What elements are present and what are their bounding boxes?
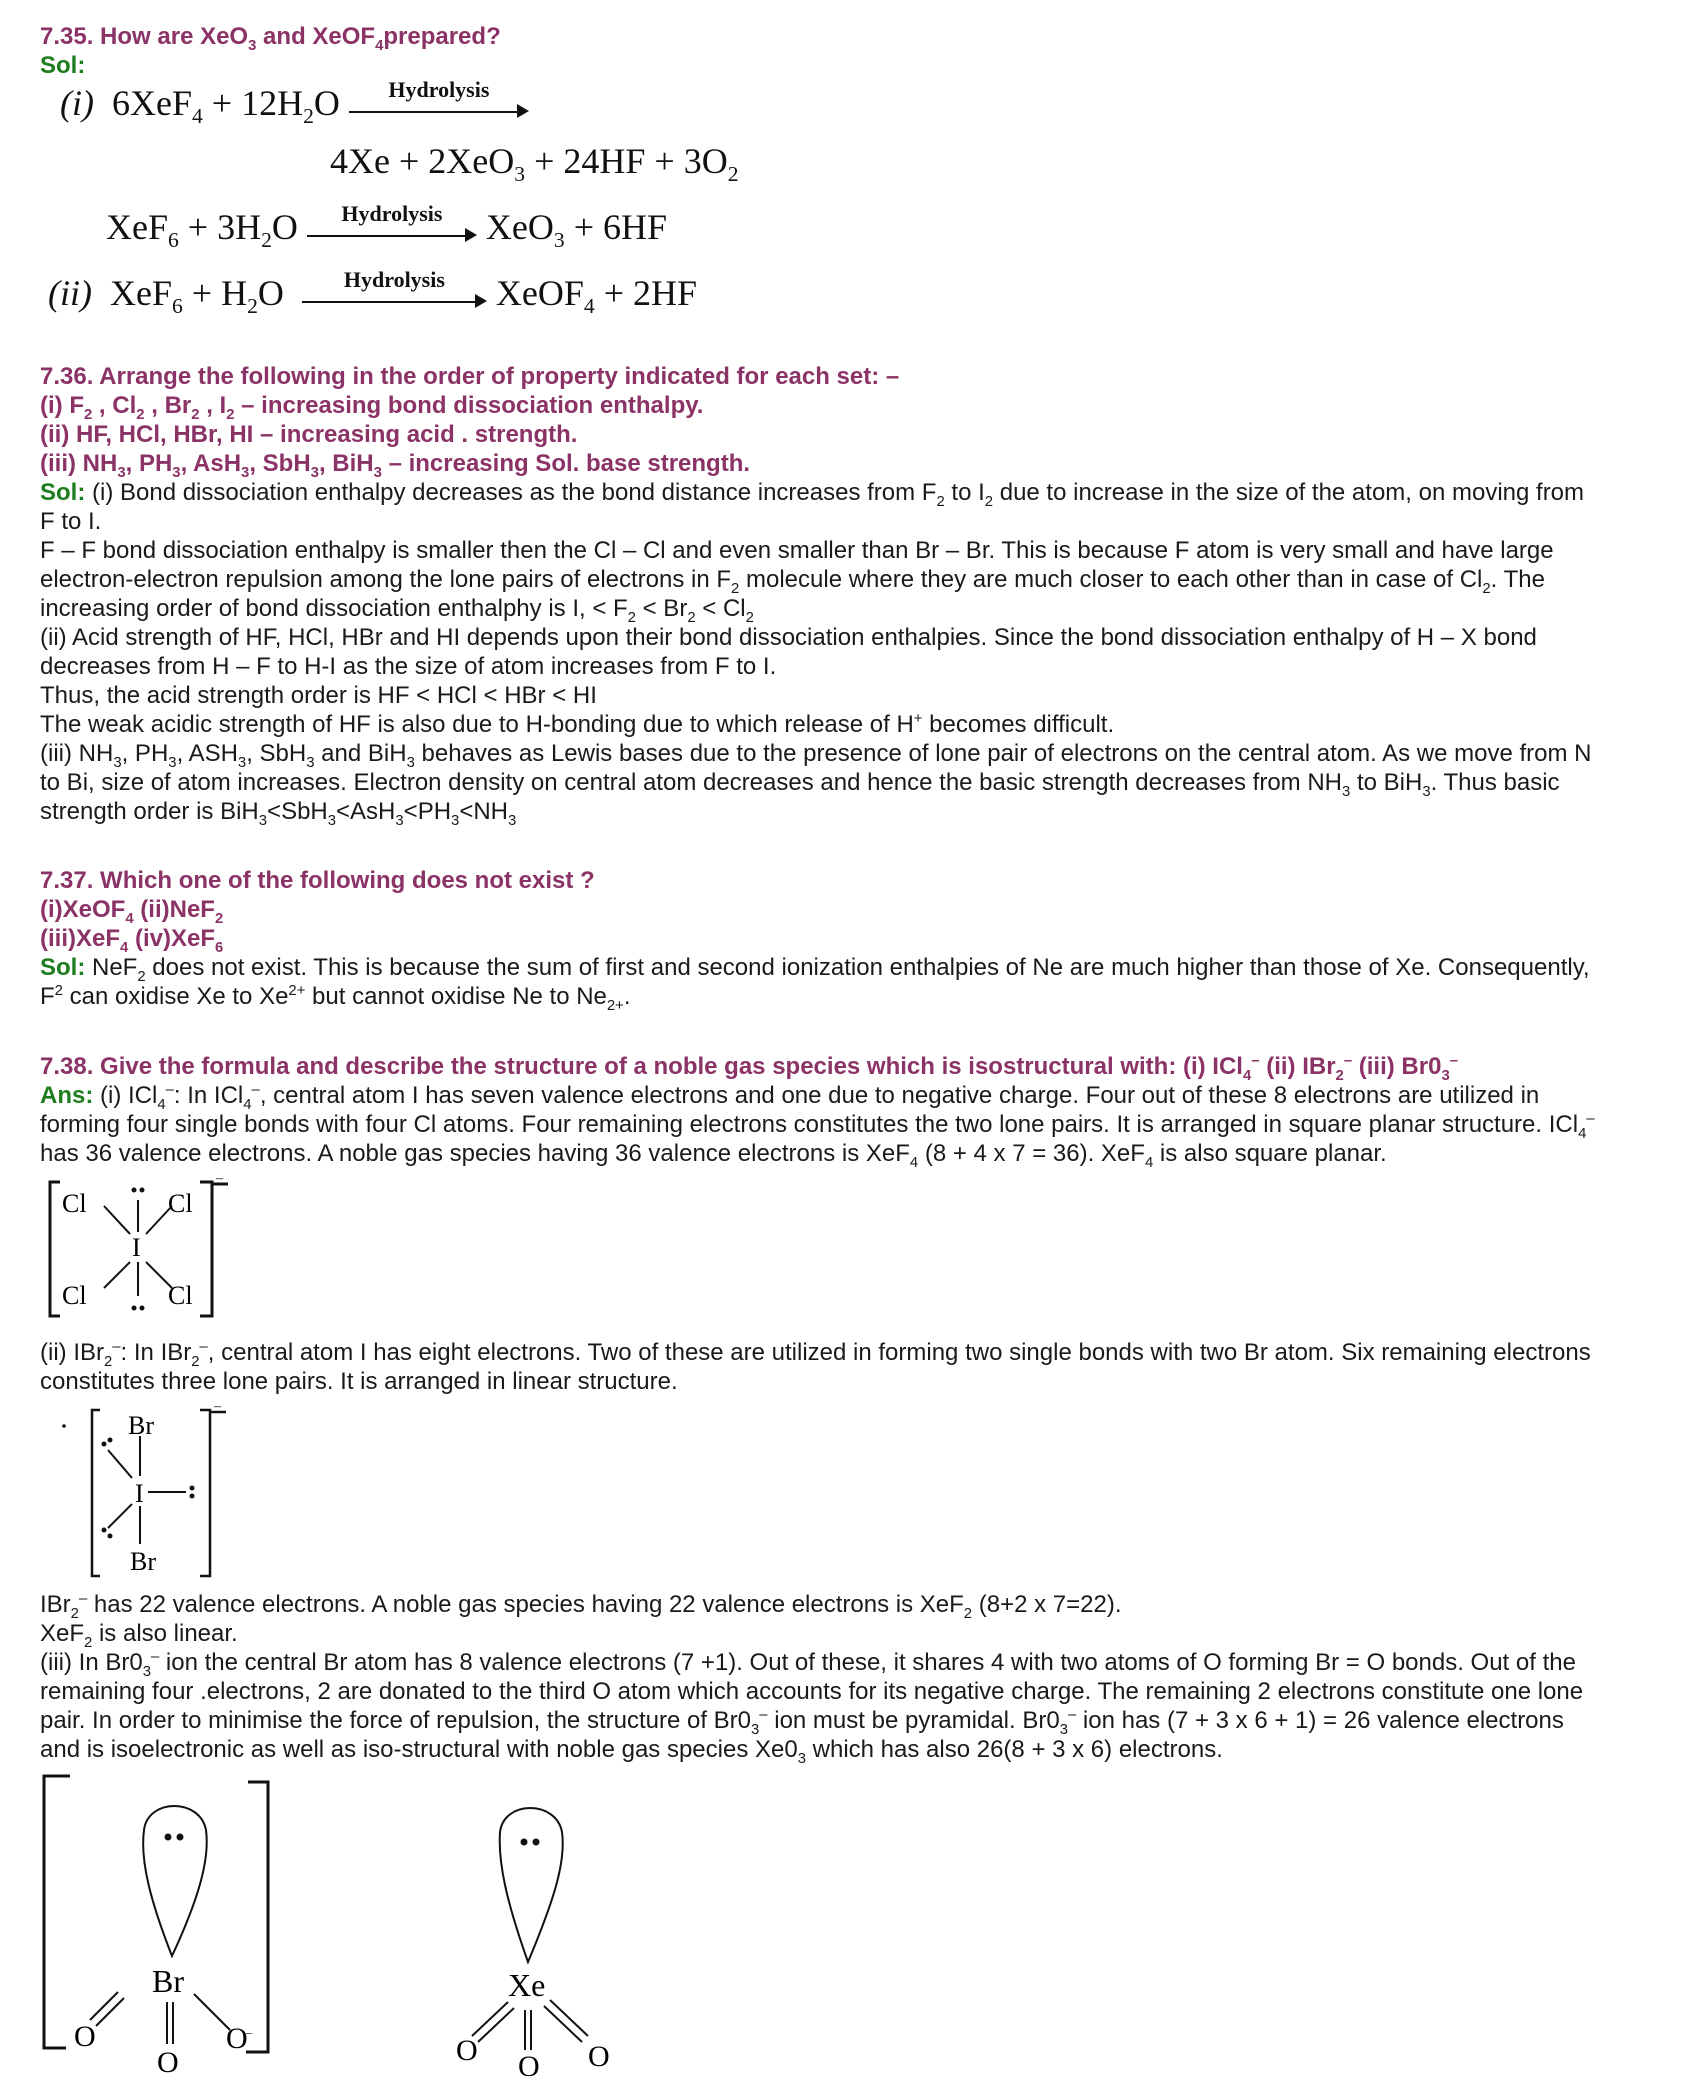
text-run: (i) Bond dissociation enthalpy decreases as the bond distance increases from F xyxy=(92,479,937,506)
text-run: (8+2 x 7=22). xyxy=(972,1591,1122,1618)
question-item xyxy=(40,391,1680,423)
text-line: (ii) Acid strength of HF, HCl, HBr and HI depends upon their bond dissociation enthalpies. Since the bond dissociation enthalpy of H – X bond xyxy=(40,624,1537,651)
subscript: 3 xyxy=(553,228,565,253)
text-line xyxy=(40,797,1680,829)
formula-part: 4Xe + 2XeO xyxy=(330,141,515,181)
text-run: : In ICl xyxy=(173,1082,244,1109)
equation-1 xyxy=(60,76,529,129)
formula-part: O xyxy=(257,273,284,313)
text-run xyxy=(93,1082,1540,1113)
text-run: ion must be pyramidal. Br0 xyxy=(767,1707,1060,1734)
question-7-36 xyxy=(40,362,1680,829)
text-run: – increasing Sol. base strength. xyxy=(381,450,751,477)
text-run: , SbH xyxy=(249,450,311,477)
text-line xyxy=(40,739,1680,771)
subscript: 2 xyxy=(627,609,636,626)
subscript: 2 xyxy=(984,493,994,510)
subscript: 3 xyxy=(751,1721,760,1738)
subscript: 2 xyxy=(727,162,739,187)
text-run: , AsH xyxy=(180,450,242,477)
subscript: 3 xyxy=(406,754,415,771)
question-heading: 7.36. Arrange the following in the order of property indicated for each set: – xyxy=(40,363,900,390)
text-run: (iii)XeF xyxy=(40,925,121,952)
text-run: , central atom I has eight electrons. Two of these are utilized in forming two single bonds with two Br atom. Six remaining electrons xyxy=(207,1339,1591,1366)
text-run: is also square planar. xyxy=(1153,1140,1387,1167)
text-run: due to increase in the size of the atom, on moving from xyxy=(993,479,1585,506)
bro3-xeo3-structure-diagrams xyxy=(40,1770,680,2076)
subscript: 4 xyxy=(191,104,203,129)
text-run: (ii) IBr xyxy=(1259,1053,1336,1080)
equation-1-products xyxy=(330,140,739,187)
text-line xyxy=(40,768,1680,800)
subscript: 2 xyxy=(963,1605,973,1622)
text-run xyxy=(85,954,1590,985)
text-run: , central atom I has seven valence electrons and one due to negative charge. Four out of these 8 electrons are utilized in xyxy=(259,1082,1540,1109)
formula-part: O xyxy=(271,207,298,247)
atom-label: I xyxy=(135,1479,144,1508)
text-run: and BiH xyxy=(314,740,407,767)
equation-3 xyxy=(48,266,698,319)
text-run: , I xyxy=(199,392,227,419)
atom-label: O xyxy=(456,2034,478,2067)
text-run: F xyxy=(40,983,55,1010)
formula-part: + 3H xyxy=(178,207,262,247)
superscript: – xyxy=(759,1707,768,1723)
text-run: : In IBr xyxy=(120,1339,192,1366)
subscript: 2 xyxy=(214,910,224,927)
subscript: 2 xyxy=(303,104,314,129)
question-options xyxy=(40,924,1680,956)
formula-part: + H xyxy=(182,273,248,313)
text-run: , Cl xyxy=(92,392,137,419)
text-run: , BiH xyxy=(318,450,374,477)
reaction-arrow xyxy=(307,200,477,251)
text-run: <SbH xyxy=(267,798,328,825)
formula-part: 6XeF xyxy=(111,83,192,123)
solution-label: Sol: xyxy=(40,479,86,506)
atom-label: O xyxy=(518,2050,540,2076)
subscript: 3 xyxy=(241,464,250,481)
text-run: strength order is BiH xyxy=(40,798,259,825)
question-7-37 xyxy=(40,866,1680,1014)
superscript: – xyxy=(165,1082,174,1098)
text-run: (iii) Br0 xyxy=(1352,1053,1442,1080)
text-run: . xyxy=(623,983,631,1010)
text-line xyxy=(40,1648,1680,1680)
text-line xyxy=(40,565,1680,597)
subscript: 2 xyxy=(1482,580,1491,597)
text-run: . Thus basic xyxy=(1430,769,1560,796)
solution-label: Sol: xyxy=(40,52,86,79)
superscript: – xyxy=(150,1649,160,1665)
superscript: – xyxy=(199,1339,208,1355)
text-run: , ASH xyxy=(176,740,238,767)
subscript: 4 xyxy=(583,294,595,319)
subscript: 3 xyxy=(1059,1721,1068,1738)
subscript: 3 xyxy=(237,754,247,771)
text-run: and is isoelectronic as well as iso-structural with noble gas species Xe0 xyxy=(40,1736,798,1763)
subscript: 4 xyxy=(243,1096,252,1113)
text-run: ion has (7 + 3 x 6 + 1) = 26 valence electrons xyxy=(1076,1707,1564,1734)
superscript: – xyxy=(1067,1707,1077,1723)
atom-label: Cl xyxy=(168,1189,193,1218)
text-run: can oxidise Xe to Xe xyxy=(62,983,289,1010)
text-line: F – F bond dissociation enthalpy is smaller then the Cl – Cl and even smaller than Br – Br. This is because F atom is very small and have large xyxy=(40,537,1554,564)
text-run: NeF xyxy=(85,954,138,981)
text-run: electron-electron repulsion among the lone pairs of electrons in F xyxy=(40,566,732,593)
text-line xyxy=(40,1735,1680,1767)
superscript: – xyxy=(251,1082,260,1098)
subscript: 4 xyxy=(909,1154,919,1171)
subscript: 2 xyxy=(226,406,235,423)
text-line xyxy=(40,1706,1680,1738)
subscript: 3 xyxy=(797,1750,806,1767)
text-run: to Bi, size of atom increases. Electron density on central atom decreases and hence the basic strength decreases from NH xyxy=(40,769,1342,796)
text-line xyxy=(40,1590,1680,1622)
heading-text: and XeOF xyxy=(256,23,376,50)
text-run: , PH xyxy=(121,740,169,767)
text-line: constitutes three lone pairs. It is arranged in linear structure. xyxy=(40,1368,678,1395)
subscript: 6 xyxy=(168,228,179,253)
text-run: has 22 valence electrons. A noble gas species having 22 valence electrons is XeF xyxy=(87,1591,964,1618)
atom-label: Br xyxy=(130,1547,156,1576)
solution-paragraph xyxy=(40,478,1680,510)
text-run: behaves as Lewis bases due to the presence of lone pair of electrons on the central atom. As we move from N xyxy=(414,740,1592,767)
text-run: <PH xyxy=(403,798,452,825)
subscript: 2 xyxy=(936,493,945,510)
question-heading: 7.37. Which one of the following does not exist ? xyxy=(40,867,595,894)
atom-label: Br xyxy=(152,1963,184,1999)
subscript: 3 xyxy=(1342,783,1351,800)
icl4-structure-diagram xyxy=(40,1176,240,1318)
superscript: 2+ xyxy=(288,983,306,999)
bro3-paragraph xyxy=(40,1590,1680,1767)
subscript: 3 xyxy=(373,464,382,481)
question-7-38 xyxy=(40,1052,1680,1171)
question-item: (ii) HF, HCl, HBr, HI – increasing acid . strength. xyxy=(40,421,578,448)
text-run: becomes difficult. xyxy=(922,711,1115,738)
subscript: 2 xyxy=(261,228,272,253)
subscript: 3 xyxy=(508,812,517,829)
heading-text: prepared? xyxy=(383,23,501,50)
text-run: < Cl xyxy=(695,595,746,622)
subscript: 4 xyxy=(157,1096,166,1113)
subscript: 3 xyxy=(168,754,177,771)
text-run: , Br xyxy=(144,392,192,419)
subscript: 2 xyxy=(687,609,696,626)
question-item xyxy=(40,449,1680,481)
text-line xyxy=(40,1139,1680,1171)
subscript: 6 xyxy=(214,939,224,956)
text-run: molecule where they are much closer to each other than in case of Cl xyxy=(739,566,1483,593)
subscript: 3 xyxy=(310,464,319,481)
bro3-lone-pair-lobe xyxy=(143,1806,207,1956)
subscript: 4 xyxy=(375,37,384,54)
equation-label: (ii) xyxy=(48,273,92,313)
text-run: , PH xyxy=(125,450,173,477)
text-run: – increasing bond dissociation enthalpy. xyxy=(234,392,704,419)
text-run: (iii) NH xyxy=(40,450,118,477)
solution-label: Sol: xyxy=(40,954,86,981)
subscript: 2 xyxy=(103,1353,113,1370)
subscript: 4 xyxy=(1578,1125,1587,1142)
superscript: 2 xyxy=(54,983,63,999)
text-line xyxy=(40,982,1680,1014)
text-run: (ii) IBr xyxy=(40,1339,104,1366)
formula-part: XeOF xyxy=(495,273,584,313)
formula-part: XeF xyxy=(109,273,172,313)
reaction-arrow xyxy=(349,76,529,127)
heading-text: 7.35. How are XeO xyxy=(40,23,249,50)
formula-part: + 2HF xyxy=(594,273,698,313)
text-run: ion the central Br atom has 8 valence electrons (7 +1). Out of these, it shares 4 with two atoms of O forming Br = O bonds. Out of the xyxy=(159,1649,1576,1676)
subscript: 6 xyxy=(171,294,183,319)
text-line: Thus, the acid strength order is HF < HCl < HBr < HI xyxy=(40,682,597,709)
question-options xyxy=(40,895,1680,927)
ibr2-paragraph xyxy=(40,1338,1680,1396)
subscript: 3 xyxy=(451,812,460,829)
text-run: , SbH xyxy=(246,740,307,767)
equation-2 xyxy=(106,200,668,253)
superscript: – xyxy=(1586,1111,1595,1127)
atom-label: Xe xyxy=(508,1967,546,2003)
superscript: – xyxy=(112,1339,121,1355)
subscript: 2+ xyxy=(606,997,624,1014)
xeo3-lone-pair-lobe xyxy=(500,1808,563,1962)
subscript: 3 xyxy=(327,812,337,829)
text-run: is also linear. xyxy=(92,1620,238,1647)
subscript: 4 xyxy=(120,939,129,956)
subscript: 2 xyxy=(70,1605,79,1622)
atom-label: Cl xyxy=(62,1189,87,1218)
subscript: 2 xyxy=(745,609,754,626)
formula-part: + 24HF + 3O xyxy=(525,141,728,181)
formula-part: XeF xyxy=(106,207,168,247)
atom-label: Cl xyxy=(168,1281,193,1310)
text-line: F to I. xyxy=(40,508,102,535)
subscript: 2 xyxy=(136,406,145,423)
superscript: – xyxy=(78,1591,88,1607)
reaction-arrow xyxy=(302,266,487,317)
text-run: to BiH xyxy=(1350,769,1423,796)
text-run: IBr xyxy=(40,1591,71,1618)
superscript: – xyxy=(1251,1053,1260,1069)
formula-part: O xyxy=(313,83,340,123)
superscript: + xyxy=(913,711,923,727)
text-line xyxy=(40,594,1680,626)
atom-label: Cl xyxy=(62,1281,87,1310)
charge-label: – xyxy=(214,1404,221,1414)
subscript: 3 xyxy=(248,37,257,54)
subscript: 3 xyxy=(142,1663,151,1680)
subscript: 3 xyxy=(1441,1067,1450,1084)
formula-part: + 6HF xyxy=(564,207,668,247)
text-run: . The xyxy=(1490,566,1545,593)
subscript: 3 xyxy=(258,812,268,829)
subscript: 2 xyxy=(191,1353,200,1370)
charge-label: – xyxy=(216,1176,223,1186)
text-run: (ii)NeF xyxy=(133,896,215,923)
answer-paragraph xyxy=(40,1081,1680,1113)
subscript: 4 xyxy=(1144,1154,1154,1171)
subscript: 2 xyxy=(84,1634,93,1651)
text-run: increasing order of bond dissociation enthalphy is I, < F xyxy=(40,595,628,622)
atom-label: I xyxy=(132,1233,141,1262)
atom-label: O xyxy=(588,2040,610,2073)
text-run: < Br xyxy=(635,595,688,622)
text-run: The weak acidic strength of HF is also due to H-bonding due to which release of H xyxy=(40,711,914,738)
text-run: which has also 26(8 + 3 x 6) electrons. xyxy=(805,1736,1223,1763)
subscript: 4 xyxy=(125,910,134,927)
text-line xyxy=(40,1619,1680,1651)
ibr2-structure-diagram xyxy=(40,1404,240,1586)
text-run: (i) ICl xyxy=(93,1082,158,1109)
subscript: 3 xyxy=(306,754,315,771)
subscript: 3 xyxy=(117,464,126,481)
text-run: <AsH xyxy=(336,798,396,825)
text-line xyxy=(40,1338,1680,1370)
atom-label: O xyxy=(74,2020,96,2053)
text-line xyxy=(40,710,1680,739)
text-run: (iv)XeF xyxy=(128,925,215,952)
subscript: 3 xyxy=(1422,783,1431,800)
superscript: – xyxy=(1343,1053,1353,1069)
subscript: 2 xyxy=(137,968,146,985)
text-run: has 36 valence electrons. A noble gas species having 36 valence electrons is XeF xyxy=(40,1140,910,1167)
text-run: (i)XeOF xyxy=(40,896,126,923)
text-run: XeF xyxy=(40,1620,85,1647)
text-line xyxy=(40,1110,1680,1142)
arrow-label: Hydrolysis xyxy=(388,76,490,102)
equation-label: (i) xyxy=(60,83,94,123)
subscript: 3 xyxy=(514,162,526,187)
formula-part: + 12H xyxy=(202,83,304,123)
charge-label: – xyxy=(246,2025,252,2039)
formula-part: XeO xyxy=(485,207,554,247)
subscript: 4 xyxy=(1242,1067,1252,1084)
text-run: pair. In order to minimise the force of repulsion, the structure of Br0 xyxy=(40,1707,751,1734)
subscript: 3 xyxy=(395,812,404,829)
text-run: but cannot oxidise Ne to Ne xyxy=(305,983,607,1010)
atom-label: O xyxy=(226,2022,248,2055)
subscript: 3 xyxy=(113,754,122,771)
atom-label: O xyxy=(157,2046,179,2076)
arrow-label: Hydrolysis xyxy=(341,200,443,226)
text-run: 7.38. Give the formula and describe the structure of a noble gas species which is isostructural with: (i) ICl xyxy=(40,1053,1243,1080)
question-heading xyxy=(40,1052,1680,1084)
text-run: (iii) In Br0 xyxy=(40,1649,143,1676)
text-run: to I xyxy=(944,479,985,506)
text-line: remaining four .electrons, 2 are donated to the third O atom which accounts for its negative charge. The remaining 2 electrons constitute one lone xyxy=(40,1678,1584,1705)
subscript: 3 xyxy=(172,464,181,481)
text-run: (i) F xyxy=(40,392,84,419)
subscript: 2 xyxy=(731,580,740,597)
subscript: 2 xyxy=(83,406,93,423)
subscript: 2 xyxy=(1335,1067,1344,1084)
text-line: decreases from H – F to H-I as the size of atom increases from F to I. xyxy=(40,653,777,680)
text-run: does not exist. This is because the sum of first and second ionization enthalpies of Ne are much higher than those of Xe. Consequently, xyxy=(145,954,1590,981)
subscript: 2 xyxy=(247,294,258,319)
text-run: (8 + 4 x 7 = 36). XeF xyxy=(918,1140,1145,1167)
text-run: <NH xyxy=(459,798,508,825)
solution-paragraph xyxy=(40,953,1680,985)
text-run: (iii) NH xyxy=(40,740,114,767)
superscript: – xyxy=(1449,1053,1458,1069)
text-run xyxy=(92,479,1585,510)
question-7-35-heading xyxy=(40,22,1680,54)
arrow-label: Hydrolysis xyxy=(343,266,445,292)
text-run: forming four single bonds with four Cl atoms. Four remaining electrons constitutes the two lone pairs. It is arranged in square planar structure. ICl xyxy=(40,1111,1579,1138)
answer-label: Ans: xyxy=(40,1082,94,1109)
atom-label: Br xyxy=(128,1411,154,1440)
subscript: 2 xyxy=(191,406,200,423)
